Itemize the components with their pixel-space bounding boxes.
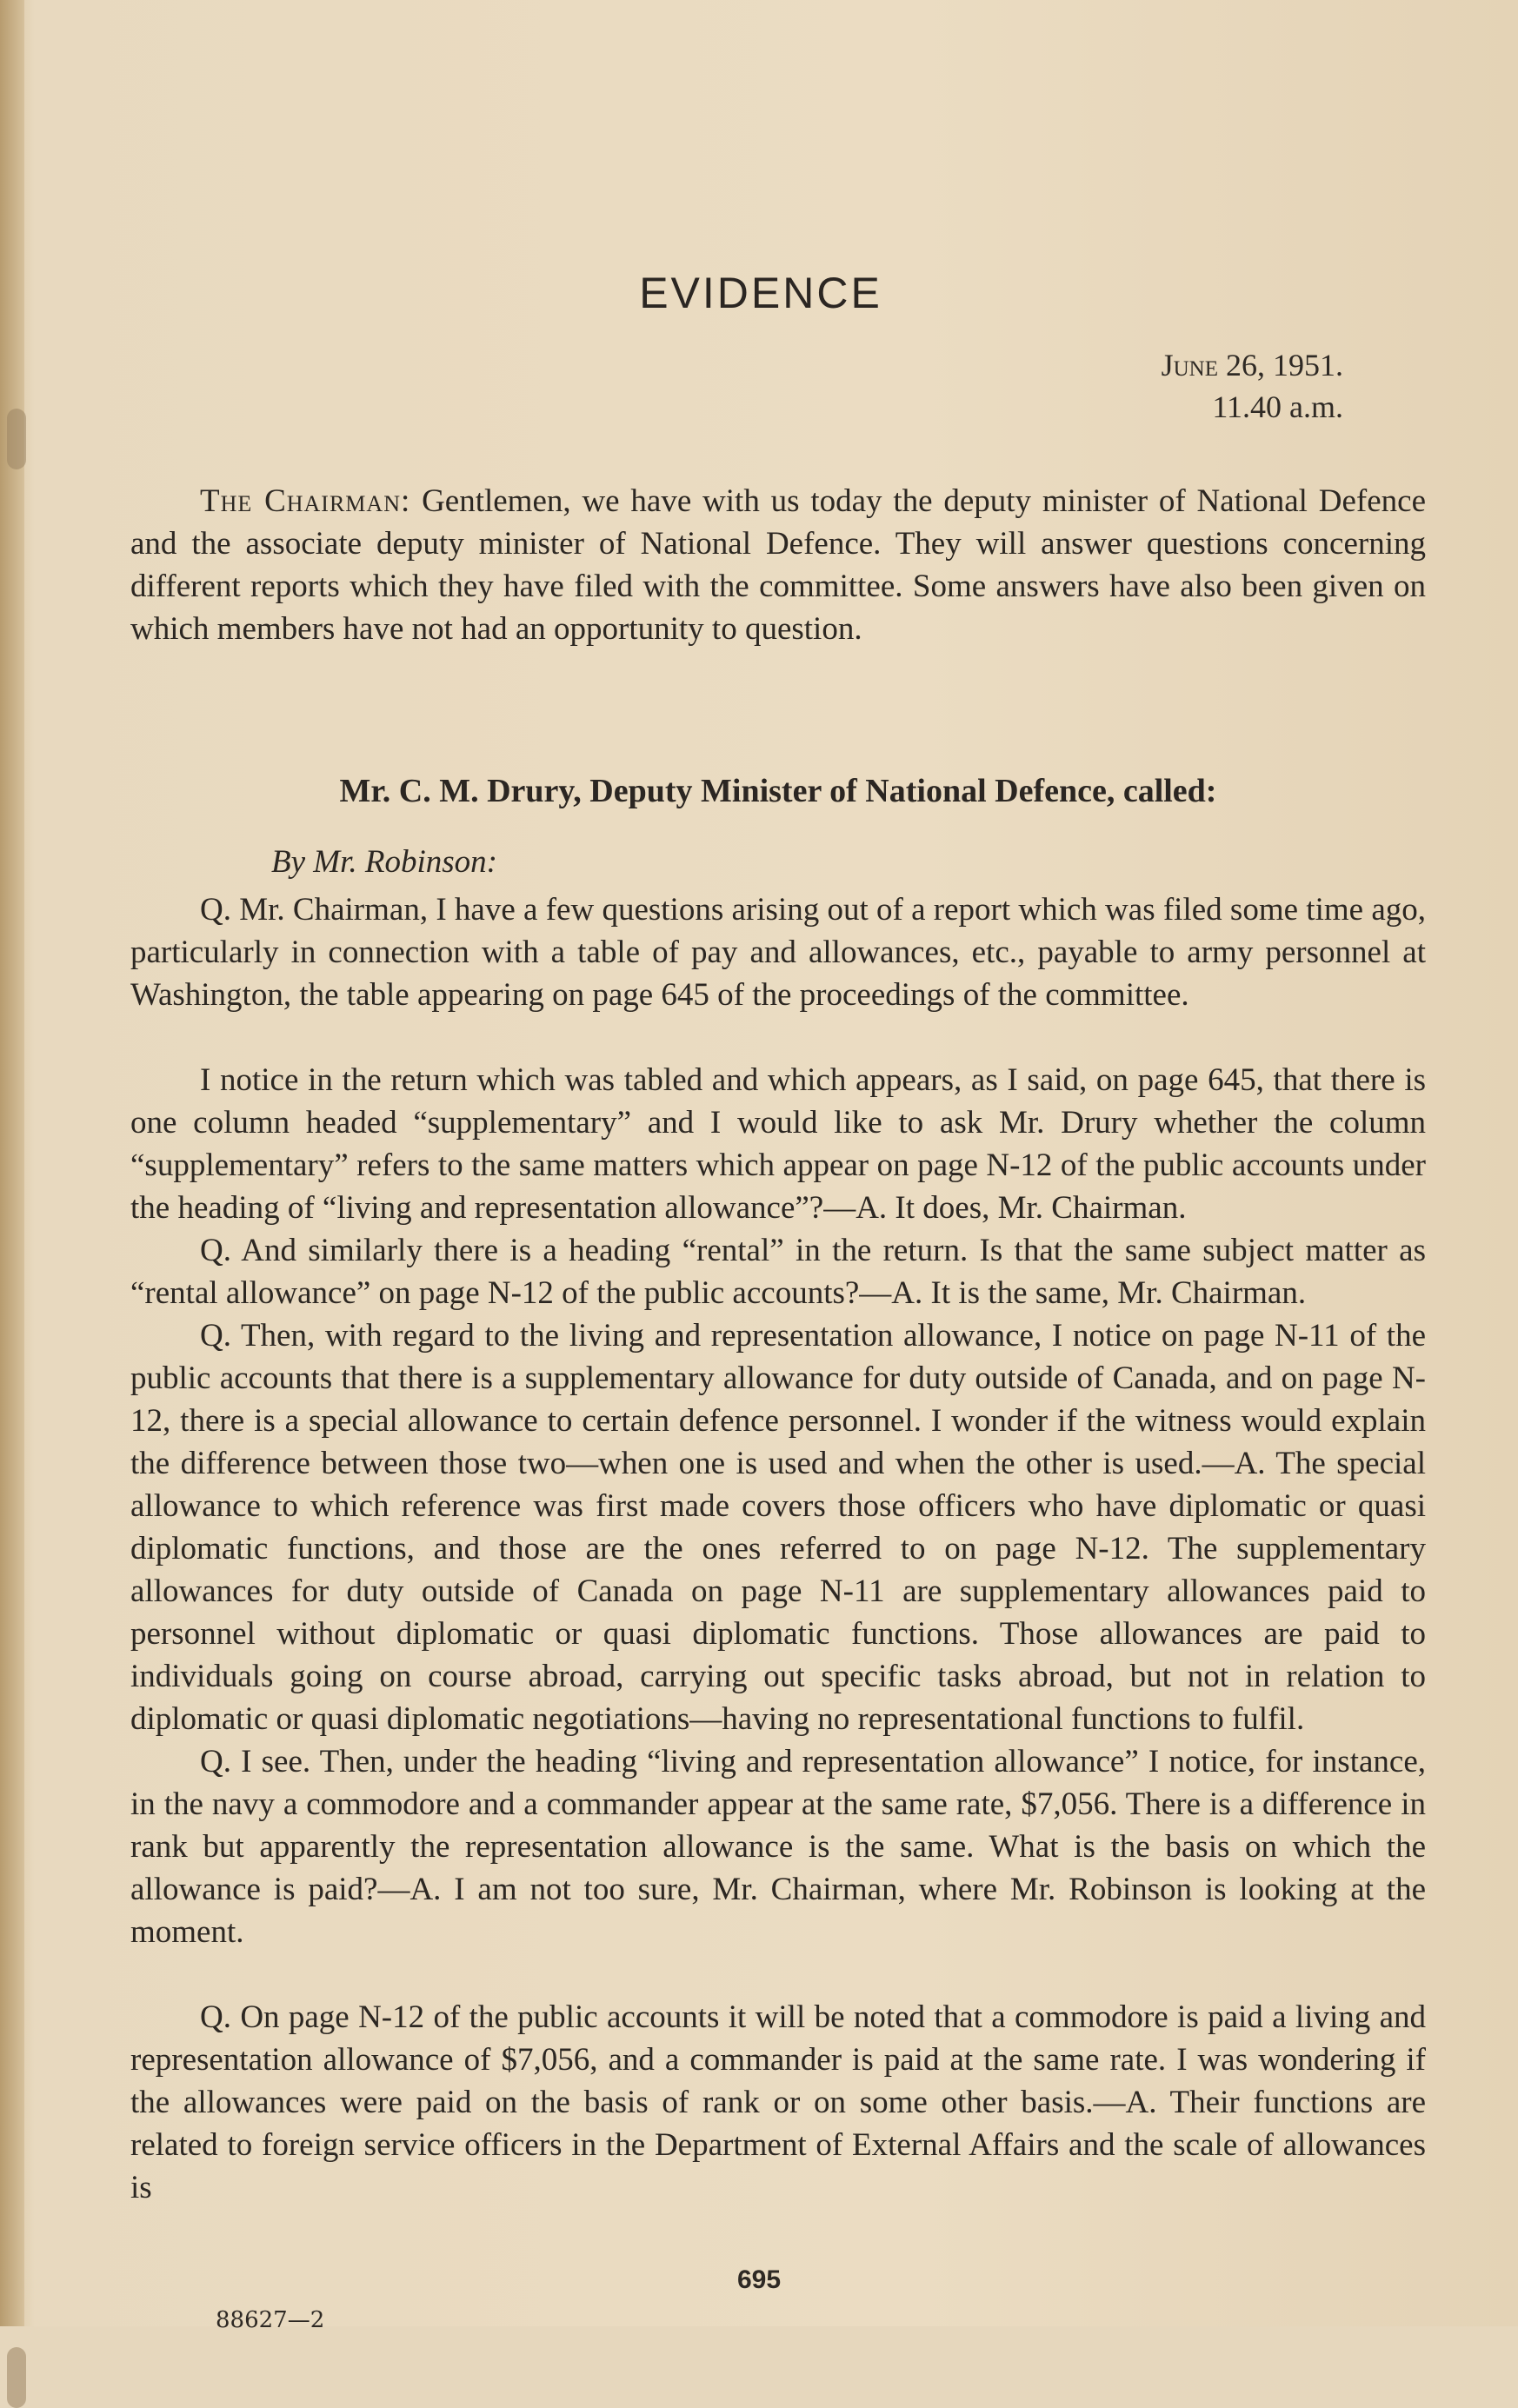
testimony-paragraph: I notice in the return which was tabled and which appears, as I said, on page 645, that there is one column headed “supplementary” and I would like to ask Mr. Drury whether the column “supplementary” refers to the same matters which appear on page N-12 of the public accounts under the heading of “living and representation allowance”?—A. It does, Mr. Chairman. [130,1062,1426,1226]
binding-edge [0,0,24,2326]
page-number: 695 [736,2265,782,2294]
testimony-paragraph: Q. Then, with regard to the living and representation allowance, I notice on page N-11 of the public accounts that there is a supplementary allowance for duty outside of Canada, and on page N-12, there is a special allowance to certain defence personnel. I wonder if the witness would explain the difference between those two—when one is used and when the other is used.—A. The special allowance to which reference was first made covers those officers who have diplomatic or quasi diplomatic functions, and those are the ones referred to on page N-12. The supplementary allowances for duty outside of Canada on page N-11 are supplementary allowances paid to personnel without diplomatic or quasi diplomatic functions. Those allowances are paid to individuals going on course abroad, carrying out specific tasks abroad, but not in relation to diplomatic or quasi diplomatic negotiations—having no representational functions to fulfil. [130,1318,1426,1737]
testimony-paragraph: Q. Mr. Chairman, I have a few questions arising out of a report which was filed some time ago, particularly in connection with a table of pay and allowances, etc., payable to army personnel at Washington, the table appearing on page 645 of the proceedings of the committee. [130,892,1426,1013]
dateline [1162,344,1343,428]
page-title: EVIDENCE [639,269,882,317]
testimony-paragraph: Q. And similarly there is a heading “rental” in the return. Is that the same subject matter as “rental allowance” on page N-12 of the public accounts?—A. It is the same, Mr. Chairman. [130,1233,1426,1311]
punch-hole [7,2347,26,2408]
opening-text: Gentlemen, we have with us today the deputy minister of National Defence and the associate deputy minister of National Defence. They will answer questions concerning different reports which they have filed with the committee. Some answers have also been given on which members have not had an opportunity to question. [130,483,1426,647]
print-code: 88627—2 [216,2307,325,2333]
session-date: June 26, 1951. [1161,348,1343,382]
punch-hole [7,409,26,469]
session-time: 11.40 a.m. [1212,389,1343,424]
witness-heading: Mr. C. M. Drury, Deputy Minister of National Defence, called: [339,773,1217,809]
testimony-paragraph: Q. I see. Then, under the heading “living and representation allowance” I notice, for instance, in the navy a commodore and a commander appear at the same rate, $7,056. There is a difference in rank but apparently the representation allowance is the same. What is the basis on which the allowance is paid?—A. I am not too sure, Mr. Chairman, where Mr. Robinson is looking at the moment. [130,1744,1426,1950]
examiner-byline: By Mr. Robinson: [271,844,497,880]
speaker-label: The Chairman: [200,483,411,519]
opening-statement [130,480,1426,650]
testimony-paragraph: Q. On page N-12 of the public accounts it will be noted that a commodore is paid a living and representation allowance of $7,056, and a commander is paid at the same rate. I was wondering if the allowances were paid on the basis of rank or on some other basis.—A. Their functions are related to foreign service officers in the Department of External Affairs and the scale of allowances is [130,1999,1426,2205]
